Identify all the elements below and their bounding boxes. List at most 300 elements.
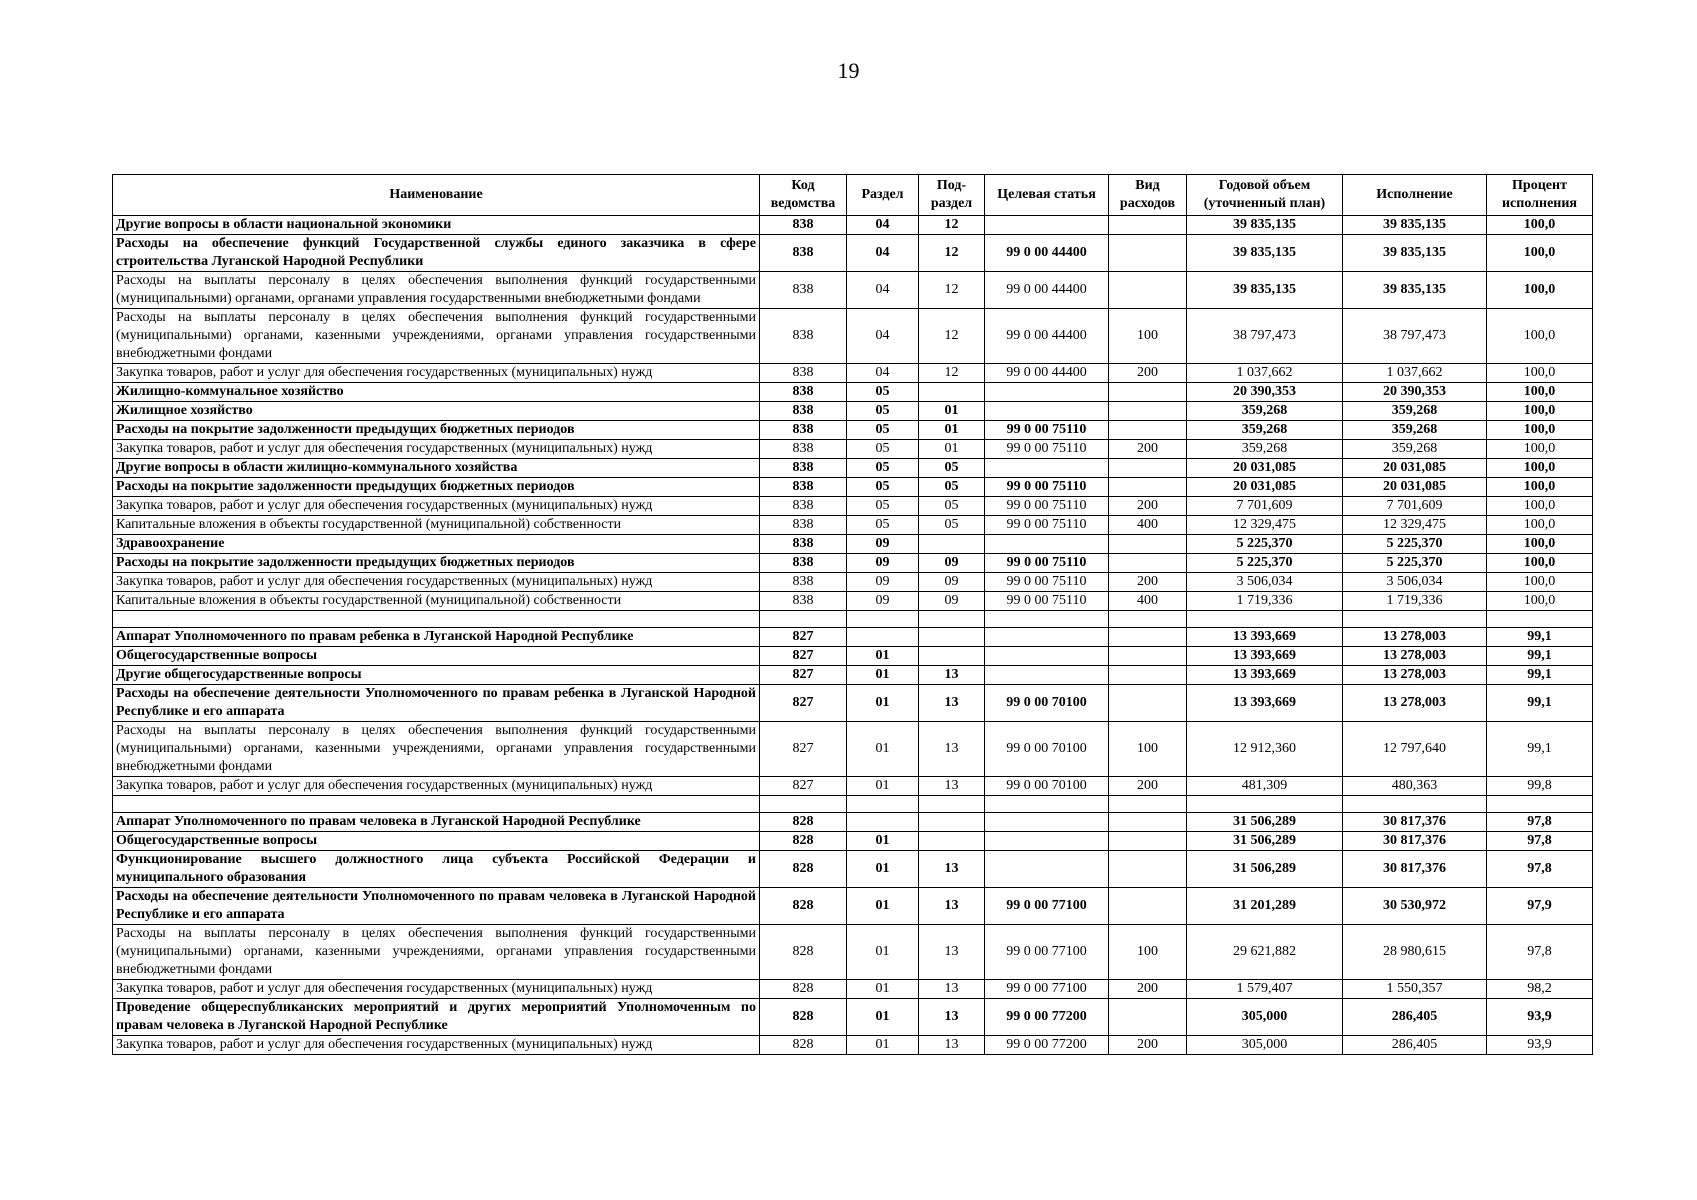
row-target-item: 99 0 00 44400 — [985, 235, 1109, 272]
row-department-code: 838 — [760, 497, 847, 516]
row-subsection — [919, 611, 985, 628]
row-expense-type: 400 — [1109, 592, 1187, 611]
row-target-item: 99 0 00 75110 — [985, 554, 1109, 573]
row-section: 05 — [847, 478, 919, 497]
row-name: Закупка товаров, работ и услуг для обеспечения государственных (муниципальных) нужд — [113, 980, 760, 999]
row-subsection: 13 — [919, 999, 985, 1036]
row-expense-type — [1109, 685, 1187, 722]
row-expense-type — [1109, 888, 1187, 925]
row-department-code: 827 — [760, 666, 847, 685]
row-expense-type — [1109, 535, 1187, 554]
table-row — [113, 402, 1593, 421]
row-expense-type: 200 — [1109, 777, 1187, 796]
row-department-code: 828 — [760, 813, 847, 832]
row-target-item — [985, 535, 1109, 554]
row-section: 05 — [847, 516, 919, 535]
row-execution: 30 817,376 — [1343, 813, 1487, 832]
row-section: 01 — [847, 722, 919, 777]
row-subsection: 13 — [919, 851, 985, 888]
row-subsection: 05 — [919, 497, 985, 516]
row-execution-percent: 99,1 — [1487, 722, 1593, 777]
row-subsection: 12 — [919, 364, 985, 383]
row-department-code: 838 — [760, 478, 847, 497]
row-execution-percent: 100,0 — [1487, 364, 1593, 383]
row-execution: 38 797,473 — [1343, 309, 1487, 364]
table-row — [113, 777, 1593, 796]
row-section: 01 — [847, 925, 919, 980]
row-section: 01 — [847, 980, 919, 999]
row-section: 01 — [847, 777, 919, 796]
row-execution: 286,405 — [1343, 1036, 1487, 1055]
table-spacer-row — [113, 611, 1593, 628]
row-subsection: 12 — [919, 235, 985, 272]
table-row — [113, 999, 1593, 1036]
row-execution: 20 031,085 — [1343, 459, 1487, 478]
row-department-code: 838 — [760, 309, 847, 364]
table-row — [113, 592, 1593, 611]
row-execution-percent: 100,0 — [1487, 309, 1593, 364]
table-row — [113, 666, 1593, 685]
page-number: 19 — [837, 58, 860, 83]
row-name: Расходы на обеспечение деятельности Уполномоченного по правам человека в Луганской Народной Республике и его аппарата — [113, 888, 760, 925]
row-execution: 20 390,353 — [1343, 383, 1487, 402]
row-subsection: 05 — [919, 478, 985, 497]
row-department-code — [760, 611, 847, 628]
row-section: 01 — [847, 1036, 919, 1055]
row-section: 09 — [847, 535, 919, 554]
row-department-code: 838 — [760, 459, 847, 478]
row-name: Другие вопросы в области национальной экономики — [113, 216, 760, 235]
row-department-code: 838 — [760, 516, 847, 535]
row-execution-percent: 97,8 — [1487, 925, 1593, 980]
row-subsection: 13 — [919, 777, 985, 796]
row-expense-type — [1109, 459, 1187, 478]
row-expense-type — [1109, 478, 1187, 497]
row-annual-plan: 5 225,370 — [1187, 554, 1343, 573]
row-department-code: 838 — [760, 573, 847, 592]
row-section: 01 — [847, 851, 919, 888]
row-execution-percent: 100,0 — [1487, 478, 1593, 497]
row-execution-percent: 100,0 — [1487, 216, 1593, 235]
row-execution: 5 225,370 — [1343, 535, 1487, 554]
row-annual-plan: 13 393,669 — [1187, 628, 1343, 647]
row-execution: 13 278,003 — [1343, 685, 1487, 722]
row-execution: 39 835,135 — [1343, 235, 1487, 272]
row-annual-plan: 5 225,370 — [1187, 535, 1343, 554]
row-execution-percent: 99,1 — [1487, 628, 1593, 647]
row-section — [847, 796, 919, 813]
row-target-item: 99 0 00 44400 — [985, 309, 1109, 364]
row-section: 09 — [847, 592, 919, 611]
row-execution-percent: 100,0 — [1487, 440, 1593, 459]
row-section: 01 — [847, 832, 919, 851]
row-execution-percent: 93,9 — [1487, 999, 1593, 1036]
row-name: Расходы на выплаты персоналу в целях обеспечения выполнения функций государственными (муниципальными) органами, казенными учреждениями, органами управления государственными внебюджетными фондами — [113, 722, 760, 777]
row-expense-type — [1109, 383, 1187, 402]
table-row — [113, 1036, 1593, 1055]
row-expense-type — [1109, 796, 1187, 813]
row-execution-percent: 97,8 — [1487, 851, 1593, 888]
row-section — [847, 813, 919, 832]
row-execution: 480,363 — [1343, 777, 1487, 796]
row-target-item: 99 0 00 70100 — [985, 722, 1109, 777]
row-subsection: 13 — [919, 685, 985, 722]
row-section: 09 — [847, 554, 919, 573]
row-target-item — [985, 813, 1109, 832]
row-annual-plan: 39 835,135 — [1187, 235, 1343, 272]
row-name: Закупка товаров, работ и услуг для обеспечения государственных (муниципальных) нужд — [113, 364, 760, 383]
row-name: Другие вопросы в области жилищно-коммунального хозяйства — [113, 459, 760, 478]
row-name: Закупка товаров, работ и услуг для обеспечения государственных (муниципальных) нужд — [113, 573, 760, 592]
row-execution: 286,405 — [1343, 999, 1487, 1036]
row-subsection: 13 — [919, 925, 985, 980]
row-annual-plan: 305,000 — [1187, 1036, 1343, 1055]
table-row — [113, 925, 1593, 980]
row-subsection — [919, 832, 985, 851]
row-name: Закупка товаров, работ и услуг для обеспечения государственных (муниципальных) нужд — [113, 1036, 760, 1055]
row-execution: 39 835,135 — [1343, 272, 1487, 309]
row-execution: 1 550,357 — [1343, 980, 1487, 999]
row-department-code: 828 — [760, 832, 847, 851]
header-execution-percent: Процент исполнения — [1487, 175, 1593, 216]
row-name: Расходы на выплаты персоналу в целях обеспечения выполнения функций государственными (муниципальными) органами, казенными учреждениями, органами управления государственными внебюджетными фондами — [113, 309, 760, 364]
row-department-code: 838 — [760, 364, 847, 383]
row-target-item — [985, 628, 1109, 647]
table-row — [113, 685, 1593, 722]
row-execution-percent: 100,0 — [1487, 272, 1593, 309]
row-name: Аппарат Уполномоченного по правам человека в Луганской Народной Республике — [113, 813, 760, 832]
row-section — [847, 628, 919, 647]
row-subsection — [919, 647, 985, 666]
row-annual-plan: 20 031,085 — [1187, 459, 1343, 478]
row-annual-plan: 13 393,669 — [1187, 666, 1343, 685]
row-target-item — [985, 851, 1109, 888]
row-name: Расходы на покрытие задолженности предыдущих бюджетных периодов — [113, 554, 760, 573]
row-department-code: 828 — [760, 980, 847, 999]
row-execution: 13 278,003 — [1343, 666, 1487, 685]
row-subsection: 13 — [919, 722, 985, 777]
header-subsection: Под-раздел — [919, 175, 985, 216]
row-subsection — [919, 796, 985, 813]
row-department-code: 827 — [760, 685, 847, 722]
row-section: 01 — [847, 685, 919, 722]
row-annual-plan — [1187, 611, 1343, 628]
row-execution: 28 980,615 — [1343, 925, 1487, 980]
row-name — [113, 796, 760, 813]
row-section: 05 — [847, 421, 919, 440]
row-execution-percent: 98,2 — [1487, 980, 1593, 999]
row-annual-plan: 13 393,669 — [1187, 647, 1343, 666]
row-name: Капитальные вложения в объекты государственной (муниципальной) собственности — [113, 592, 760, 611]
table-row — [113, 383, 1593, 402]
row-expense-type: 200 — [1109, 364, 1187, 383]
row-annual-plan: 1 579,407 — [1187, 980, 1343, 999]
row-department-code — [760, 796, 847, 813]
row-name: Капитальные вложения в объекты государственной (муниципальной) собственности — [113, 516, 760, 535]
table-header-row — [113, 175, 1593, 216]
row-section: 04 — [847, 235, 919, 272]
row-target-item: 99 0 00 77100 — [985, 888, 1109, 925]
row-expense-type — [1109, 216, 1187, 235]
row-execution-percent: 99,1 — [1487, 666, 1593, 685]
row-section: 01 — [847, 999, 919, 1036]
row-expense-type: 200 — [1109, 1036, 1187, 1055]
row-annual-plan: 20 390,353 — [1187, 383, 1343, 402]
row-annual-plan: 359,268 — [1187, 440, 1343, 459]
table-row — [113, 478, 1593, 497]
row-annual-plan: 481,309 — [1187, 777, 1343, 796]
row-subsection: 13 — [919, 888, 985, 925]
row-department-code: 827 — [760, 777, 847, 796]
row-section: 09 — [847, 573, 919, 592]
row-target-item: 99 0 00 44400 — [985, 272, 1109, 309]
row-expense-type — [1109, 666, 1187, 685]
row-subsection: 13 — [919, 666, 985, 685]
row-name: Расходы на обеспечение функций Государственной службы единого заказчика в сфере строительства Луганской Народной Республики — [113, 235, 760, 272]
row-target-item — [985, 647, 1109, 666]
header-expense-type: Вид расходов — [1109, 175, 1187, 216]
table-row — [113, 459, 1593, 478]
row-expense-type: 100 — [1109, 925, 1187, 980]
row-department-code: 827 — [760, 628, 847, 647]
row-execution: 1 037,662 — [1343, 364, 1487, 383]
row-target-item: 99 0 00 77200 — [985, 999, 1109, 1036]
row-department-code: 828 — [760, 999, 847, 1036]
row-expense-type: 200 — [1109, 573, 1187, 592]
row-name: Здравоохранение — [113, 535, 760, 554]
row-name: Расходы на обеспечение деятельности Уполномоченного по правам ребенка в Луганской Народной Республике и его аппарата — [113, 685, 760, 722]
table-row — [113, 309, 1593, 364]
row-expense-type: 200 — [1109, 497, 1187, 516]
row-department-code: 838 — [760, 402, 847, 421]
row-execution: 20 031,085 — [1343, 478, 1487, 497]
row-name: Закупка товаров, работ и услуг для обеспечения государственных (муниципальных) нужд — [113, 777, 760, 796]
row-expense-type — [1109, 611, 1187, 628]
table-body — [113, 216, 1593, 1055]
table-row — [113, 647, 1593, 666]
row-target-item: 99 0 00 77200 — [985, 1036, 1109, 1055]
row-section: 04 — [847, 272, 919, 309]
row-annual-plan: 39 835,135 — [1187, 272, 1343, 309]
row-subsection: 09 — [919, 554, 985, 573]
row-annual-plan: 13 393,669 — [1187, 685, 1343, 722]
header-execution: Исполнение — [1343, 175, 1487, 216]
row-subsection: 01 — [919, 440, 985, 459]
row-subsection: 09 — [919, 573, 985, 592]
row-name: Расходы на покрытие задолженности предыдущих бюджетных периодов — [113, 478, 760, 497]
row-expense-type — [1109, 628, 1187, 647]
table-row — [113, 888, 1593, 925]
row-subsection — [919, 813, 985, 832]
row-department-code: 838 — [760, 216, 847, 235]
table-row — [113, 554, 1593, 573]
row-annual-plan: 31 506,289 — [1187, 832, 1343, 851]
row-department-code: 828 — [760, 925, 847, 980]
row-execution: 7 701,609 — [1343, 497, 1487, 516]
table-spacer-row — [113, 796, 1593, 813]
row-annual-plan: 38 797,473 — [1187, 309, 1343, 364]
header-target-item: Целевая статья — [985, 175, 1109, 216]
table-row — [113, 216, 1593, 235]
row-target-item — [985, 459, 1109, 478]
table-row — [113, 628, 1593, 647]
row-department-code: 827 — [760, 647, 847, 666]
header-annual-plan: Годовой объем (уточненный план) — [1187, 175, 1343, 216]
row-annual-plan: 1 037,662 — [1187, 364, 1343, 383]
row-annual-plan: 29 621,882 — [1187, 925, 1343, 980]
row-target-item — [985, 611, 1109, 628]
row-annual-plan: 31 506,289 — [1187, 813, 1343, 832]
row-department-code: 828 — [760, 851, 847, 888]
table-row — [113, 440, 1593, 459]
table-row — [113, 272, 1593, 309]
row-section: 05 — [847, 402, 919, 421]
row-name: Расходы на выплаты персоналу в целях обеспечения выполнения функций государственными (муниципальными) органами, казенными учреждениями, органами управления государственными внебюджетными фондами — [113, 925, 760, 980]
row-department-code: 838 — [760, 272, 847, 309]
row-target-item: 99 0 00 75110 — [985, 573, 1109, 592]
row-target-item — [985, 402, 1109, 421]
row-execution-percent: 100,0 — [1487, 402, 1593, 421]
row-execution: 359,268 — [1343, 421, 1487, 440]
row-target-item — [985, 216, 1109, 235]
row-section: 05 — [847, 383, 919, 402]
row-annual-plan: 12 912,360 — [1187, 722, 1343, 777]
row-execution-percent: 97,9 — [1487, 888, 1593, 925]
row-subsection: 09 — [919, 592, 985, 611]
row-target-item: 99 0 00 75110 — [985, 421, 1109, 440]
row-annual-plan: 359,268 — [1187, 421, 1343, 440]
row-execution — [1343, 611, 1487, 628]
row-section: 04 — [847, 364, 919, 383]
row-execution-percent: 100,0 — [1487, 573, 1593, 592]
row-name: Закупка товаров, работ и услуг для обеспечения государственных (муниципальных) нужд — [113, 497, 760, 516]
row-annual-plan: 359,268 — [1187, 402, 1343, 421]
row-target-item: 99 0 00 44400 — [985, 364, 1109, 383]
row-expense-type — [1109, 999, 1187, 1036]
row-expense-type: 200 — [1109, 980, 1187, 999]
row-name: Аппарат Уполномоченного по правам ребенка в Луганской Народной Республике — [113, 628, 760, 647]
row-section: 05 — [847, 440, 919, 459]
row-department-code: 827 — [760, 722, 847, 777]
row-expense-type: 100 — [1109, 309, 1187, 364]
row-department-code: 838 — [760, 554, 847, 573]
row-execution-percent: 100,0 — [1487, 554, 1593, 573]
row-section: 04 — [847, 309, 919, 364]
row-target-item — [985, 666, 1109, 685]
row-section: 05 — [847, 497, 919, 516]
row-execution: 1 719,336 — [1343, 592, 1487, 611]
header-department-code: Код ведомства — [760, 175, 847, 216]
row-target-item: 99 0 00 70100 — [985, 777, 1109, 796]
row-name: Функционирование высшего должностного лица субъекта Российской Федерации и муниципального образования — [113, 851, 760, 888]
row-execution-percent: 99,8 — [1487, 777, 1593, 796]
row-target-item: 99 0 00 75110 — [985, 478, 1109, 497]
row-annual-plan: 3 506,034 — [1187, 573, 1343, 592]
row-target-item: 99 0 00 77100 — [985, 925, 1109, 980]
table-row — [113, 497, 1593, 516]
row-name: Закупка товаров, работ и услуг для обеспечения государственных (муниципальных) нужд — [113, 440, 760, 459]
row-subsection: 12 — [919, 272, 985, 309]
row-department-code: 828 — [760, 1036, 847, 1055]
row-execution: 12 797,640 — [1343, 722, 1487, 777]
row-expense-type — [1109, 832, 1187, 851]
row-execution — [1343, 796, 1487, 813]
row-expense-type — [1109, 813, 1187, 832]
budget-execution-table — [112, 174, 1593, 1055]
row-execution: 359,268 — [1343, 402, 1487, 421]
row-name: Расходы на покрытие задолженности предыдущих бюджетных периодов — [113, 421, 760, 440]
row-annual-plan: 31 201,289 — [1187, 888, 1343, 925]
row-target-item: 99 0 00 75110 — [985, 497, 1109, 516]
row-execution-percent: 100,0 — [1487, 459, 1593, 478]
row-expense-type — [1109, 421, 1187, 440]
row-subsection: 05 — [919, 516, 985, 535]
row-target-item: 99 0 00 75110 — [985, 440, 1109, 459]
row-execution: 39 835,135 — [1343, 216, 1487, 235]
header-section: Раздел — [847, 175, 919, 216]
row-name: Другие общегосударственные вопросы — [113, 666, 760, 685]
row-execution: 13 278,003 — [1343, 647, 1487, 666]
row-expense-type — [1109, 554, 1187, 573]
row-expense-type — [1109, 402, 1187, 421]
row-subsection — [919, 535, 985, 554]
row-department-code: 838 — [760, 235, 847, 272]
row-department-code: 838 — [760, 383, 847, 402]
row-execution-percent: 100,0 — [1487, 535, 1593, 554]
row-execution-percent: 100,0 — [1487, 516, 1593, 535]
row-execution-percent: 93,9 — [1487, 1036, 1593, 1055]
row-section: 01 — [847, 666, 919, 685]
row-department-code: 838 — [760, 535, 847, 554]
row-name: Жилищно-коммунальное хозяйство — [113, 383, 760, 402]
row-subsection — [919, 383, 985, 402]
table-row — [113, 421, 1593, 440]
row-section: 01 — [847, 647, 919, 666]
row-execution-percent — [1487, 611, 1593, 628]
row-annual-plan: 1 719,336 — [1187, 592, 1343, 611]
row-target-item: 99 0 00 77100 — [985, 980, 1109, 999]
row-subsection — [919, 628, 985, 647]
row-execution: 3 506,034 — [1343, 573, 1487, 592]
row-expense-type: 400 — [1109, 516, 1187, 535]
table-row — [113, 722, 1593, 777]
row-expense-type: 100 — [1109, 722, 1187, 777]
row-expense-type — [1109, 272, 1187, 309]
row-target-item: 99 0 00 75110 — [985, 516, 1109, 535]
row-execution: 12 329,475 — [1343, 516, 1487, 535]
table-row — [113, 516, 1593, 535]
row-annual-plan: 305,000 — [1187, 999, 1343, 1036]
row-annual-plan: 7 701,609 — [1187, 497, 1343, 516]
row-execution-percent: 100,0 — [1487, 421, 1593, 440]
row-execution-percent: 99,1 — [1487, 685, 1593, 722]
row-subsection: 05 — [919, 459, 985, 478]
row-annual-plan: 12 329,475 — [1187, 516, 1343, 535]
row-name: Расходы на выплаты персоналу в целях обеспечения выполнения функций государственными (муниципальными) органами, органами управления государственными внебюджетными фондами — [113, 272, 760, 309]
row-expense-type: 200 — [1109, 440, 1187, 459]
table-row — [113, 813, 1593, 832]
table-row — [113, 535, 1593, 554]
row-execution: 13 278,003 — [1343, 628, 1487, 647]
table-row — [113, 573, 1593, 592]
table-row — [113, 851, 1593, 888]
row-department-code: 838 — [760, 421, 847, 440]
table-row — [113, 832, 1593, 851]
row-section: 04 — [847, 216, 919, 235]
row-target-item — [985, 796, 1109, 813]
row-annual-plan — [1187, 796, 1343, 813]
row-name — [113, 611, 760, 628]
